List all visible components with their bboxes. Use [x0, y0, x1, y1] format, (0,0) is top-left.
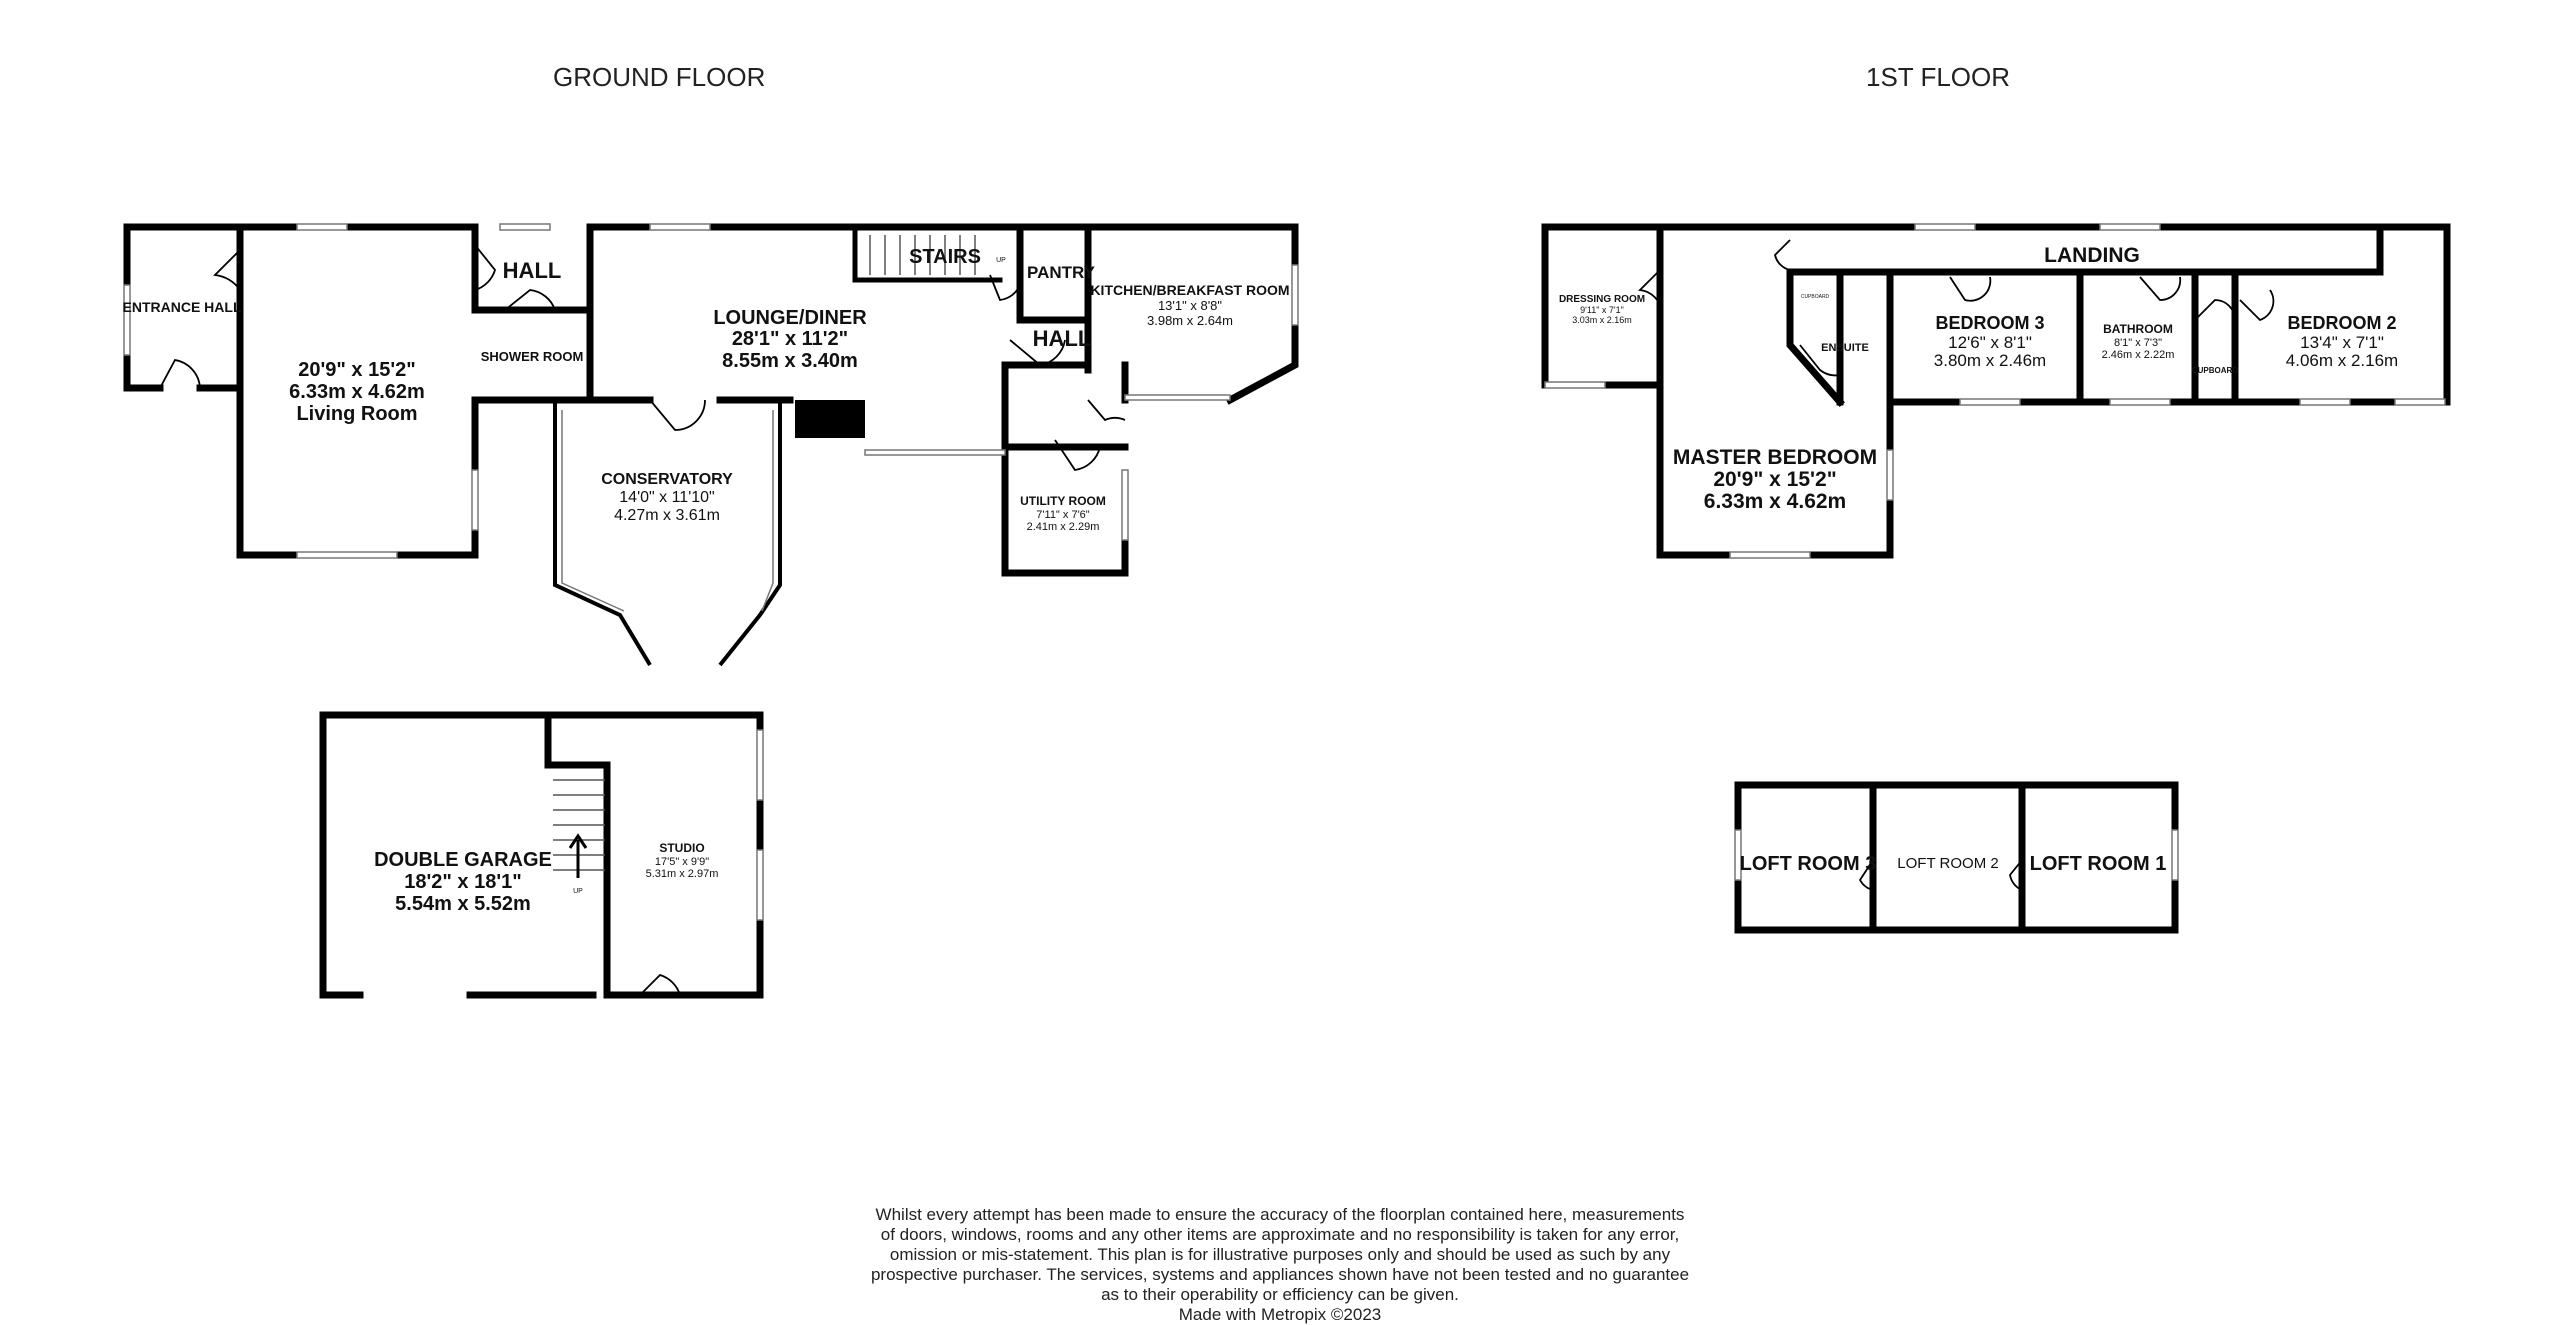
stairs-label: STAIRS	[909, 246, 981, 268]
window	[500, 224, 550, 230]
window	[124, 285, 130, 355]
lounge-name: LOUNGE/DINER	[713, 307, 867, 329]
kitchen-dim-imperial: 13'1" x 8'8"	[1157, 298, 1223, 313]
conservatory-dim-metric: 4.27m x 3.61m	[614, 507, 720, 524]
window	[2172, 830, 2178, 880]
stairs-up-label: UP	[996, 257, 1006, 264]
bathroom-dim-imperial: 8'1" x 7'3"	[2113, 337, 2163, 349]
kitchen-name: KITCHEN/BREAKFAST ROOM	[1090, 282, 1290, 298]
windows	[124, 224, 2445, 920]
bedroom2-dim-imperial: 13'4" x 7'1"	[2300, 333, 2384, 352]
window	[650, 224, 710, 230]
door-arc	[215, 250, 240, 290]
window	[297, 552, 397, 558]
door-arc	[2140, 277, 2180, 300]
pantry-label: PANTRY	[1027, 263, 1095, 282]
bedroom3-name: BEDROOM 3	[1935, 313, 2045, 333]
bedroom3-dim-metric: 3.80m x 2.46m	[1933, 351, 2047, 370]
garage-up-label: UP	[573, 888, 583, 895]
living-room-name: Living Room	[296, 403, 418, 425]
window	[2100, 224, 2160, 230]
garage-name: DOUBLE GARAGE	[374, 849, 552, 871]
window	[1915, 224, 1975, 230]
utility-name: UTILITY ROOM	[1020, 494, 1106, 508]
window	[757, 850, 763, 920]
studio-name: STUDIO	[659, 841, 705, 855]
dressing-dim-imperial: 9'11" x 7'1"	[1580, 305, 1624, 315]
window	[1292, 265, 1298, 325]
studio-dim-metric: 5.31m x 2.97m	[645, 868, 719, 880]
door-arc	[2240, 290, 2273, 320]
conservatory-dim-imperial: 14'0" x 11'10"	[619, 489, 715, 506]
cupboard-small-label: CUPBOARD	[1800, 294, 1830, 300]
shower-room-label: SHOWER ROOM	[480, 349, 584, 364]
disclaimer-line: prospective purchaser. The services, systems and appliances shown have not been tested and no guarantee	[870, 1265, 1690, 1284]
lounge-dim-metric: 8.55m x 3.40m	[722, 350, 858, 372]
window	[865, 450, 1005, 455]
studio-dim-imperial: 17'5" x 9'9"	[654, 856, 710, 868]
ensuite-label: ENSUITE	[1821, 342, 1869, 354]
bathroom-dim-metric: 2.46m x 2.22m	[2101, 349, 2175, 361]
cupboard-label: CUPBOARD	[2191, 366, 2239, 375]
utility-dim-metric: 2.41m x 2.29m	[1026, 521, 1100, 533]
living-room-dim-metric: 6.33m x 4.62m	[289, 381, 425, 403]
door-arc	[1088, 400, 1125, 420]
hall-lower-label: HALL	[1032, 326, 1092, 351]
window	[1887, 450, 1893, 500]
door-arc	[160, 360, 200, 388]
disclaimer-line: omission or mis-statement. This plan is for illustrative purposes only and should be used as such by any	[889, 1245, 1671, 1264]
window	[472, 470, 478, 530]
window	[1545, 382, 1605, 388]
garage-dim-imperial: 18'2" x 18'1"	[404, 871, 522, 893]
master-name: MASTER BEDROOM	[1672, 446, 1878, 469]
loft1-label: LOFT ROOM 1	[2029, 853, 2167, 875]
utility-dim-imperial: 7'11" x 7'6"	[1036, 509, 1090, 521]
kitchen-dim-metric: 3.98m x 2.64m	[1147, 313, 1233, 328]
window	[2110, 399, 2170, 405]
window	[1125, 395, 1230, 400]
entrance-hall-label: ENTRANCE HALL	[122, 299, 242, 315]
first-floor-outer	[1545, 227, 2447, 555]
door-arc	[1950, 277, 1990, 301]
window	[757, 730, 763, 800]
window	[297, 224, 347, 230]
loft2-label: LOFT ROOM 2	[1897, 855, 1999, 872]
hall-walls	[475, 227, 590, 400]
disclaimer	[780, 1205, 1780, 1325]
loft3-label: LOFT ROOM 3	[1739, 853, 1877, 875]
hall-upper-label: HALL	[502, 258, 562, 283]
room-labels	[123, 244, 2399, 915]
window	[1730, 552, 1810, 558]
conservatory-name: CONSERVATORY	[601, 471, 733, 488]
disclaimer-line: Whilst every attempt has been made to ensure the accuracy of the floorplan contained here, measurements	[875, 1205, 1685, 1224]
first-floor-title: 1ST FLOOR	[1866, 62, 2011, 92]
garage-dim-metric: 5.54m x 5.52m	[395, 893, 531, 915]
window	[1122, 470, 1128, 540]
ground-floor-title: GROUND FLOOR	[553, 62, 766, 92]
living-room-dim-imperial: 20'9" x 15'2"	[298, 359, 416, 381]
window	[2300, 399, 2350, 405]
disclaimer-line: as to their operability or efficiency can be given.	[1101, 1285, 1459, 1304]
lounge-dim-imperial: 28'1" x 11'2"	[731, 328, 849, 350]
disclaimer-credit: Made with Metropix ©2023	[1178, 1305, 1382, 1324]
fireplace	[795, 400, 865, 438]
conservatory-walls	[555, 400, 780, 665]
bedroom2-dim-metric: 4.06m x 2.16m	[2285, 351, 2399, 370]
master-dim-imperial: 20'9" x 15'2"	[1713, 468, 1837, 491]
door-arc	[2195, 300, 2235, 320]
disclaimer-line: of doors, windows, rooms and any other items are approximate and no responsibility is taken for any error,	[880, 1225, 1680, 1244]
dressing-name: DRESSING ROOM	[1558, 294, 1646, 305]
stairs-arrow-icon	[570, 836, 586, 878]
dressing-dim-metric: 3.03m x 2.16m	[1572, 315, 1632, 325]
landing-label: LANDING	[2044, 244, 2140, 267]
door-arc	[1775, 240, 1790, 270]
door-arc	[650, 400, 705, 430]
window	[1960, 399, 2020, 405]
window	[2395, 399, 2445, 405]
bedroom3-dim-imperial: 12'6" x 8'1"	[1948, 333, 2032, 352]
bedroom2-name: BEDROOM 2	[2287, 313, 2397, 333]
master-dim-metric: 6.33m x 4.62m	[1703, 490, 1847, 513]
bathroom-name: BATHROOM	[2103, 322, 2173, 336]
utility-walls	[1005, 365, 1125, 573]
